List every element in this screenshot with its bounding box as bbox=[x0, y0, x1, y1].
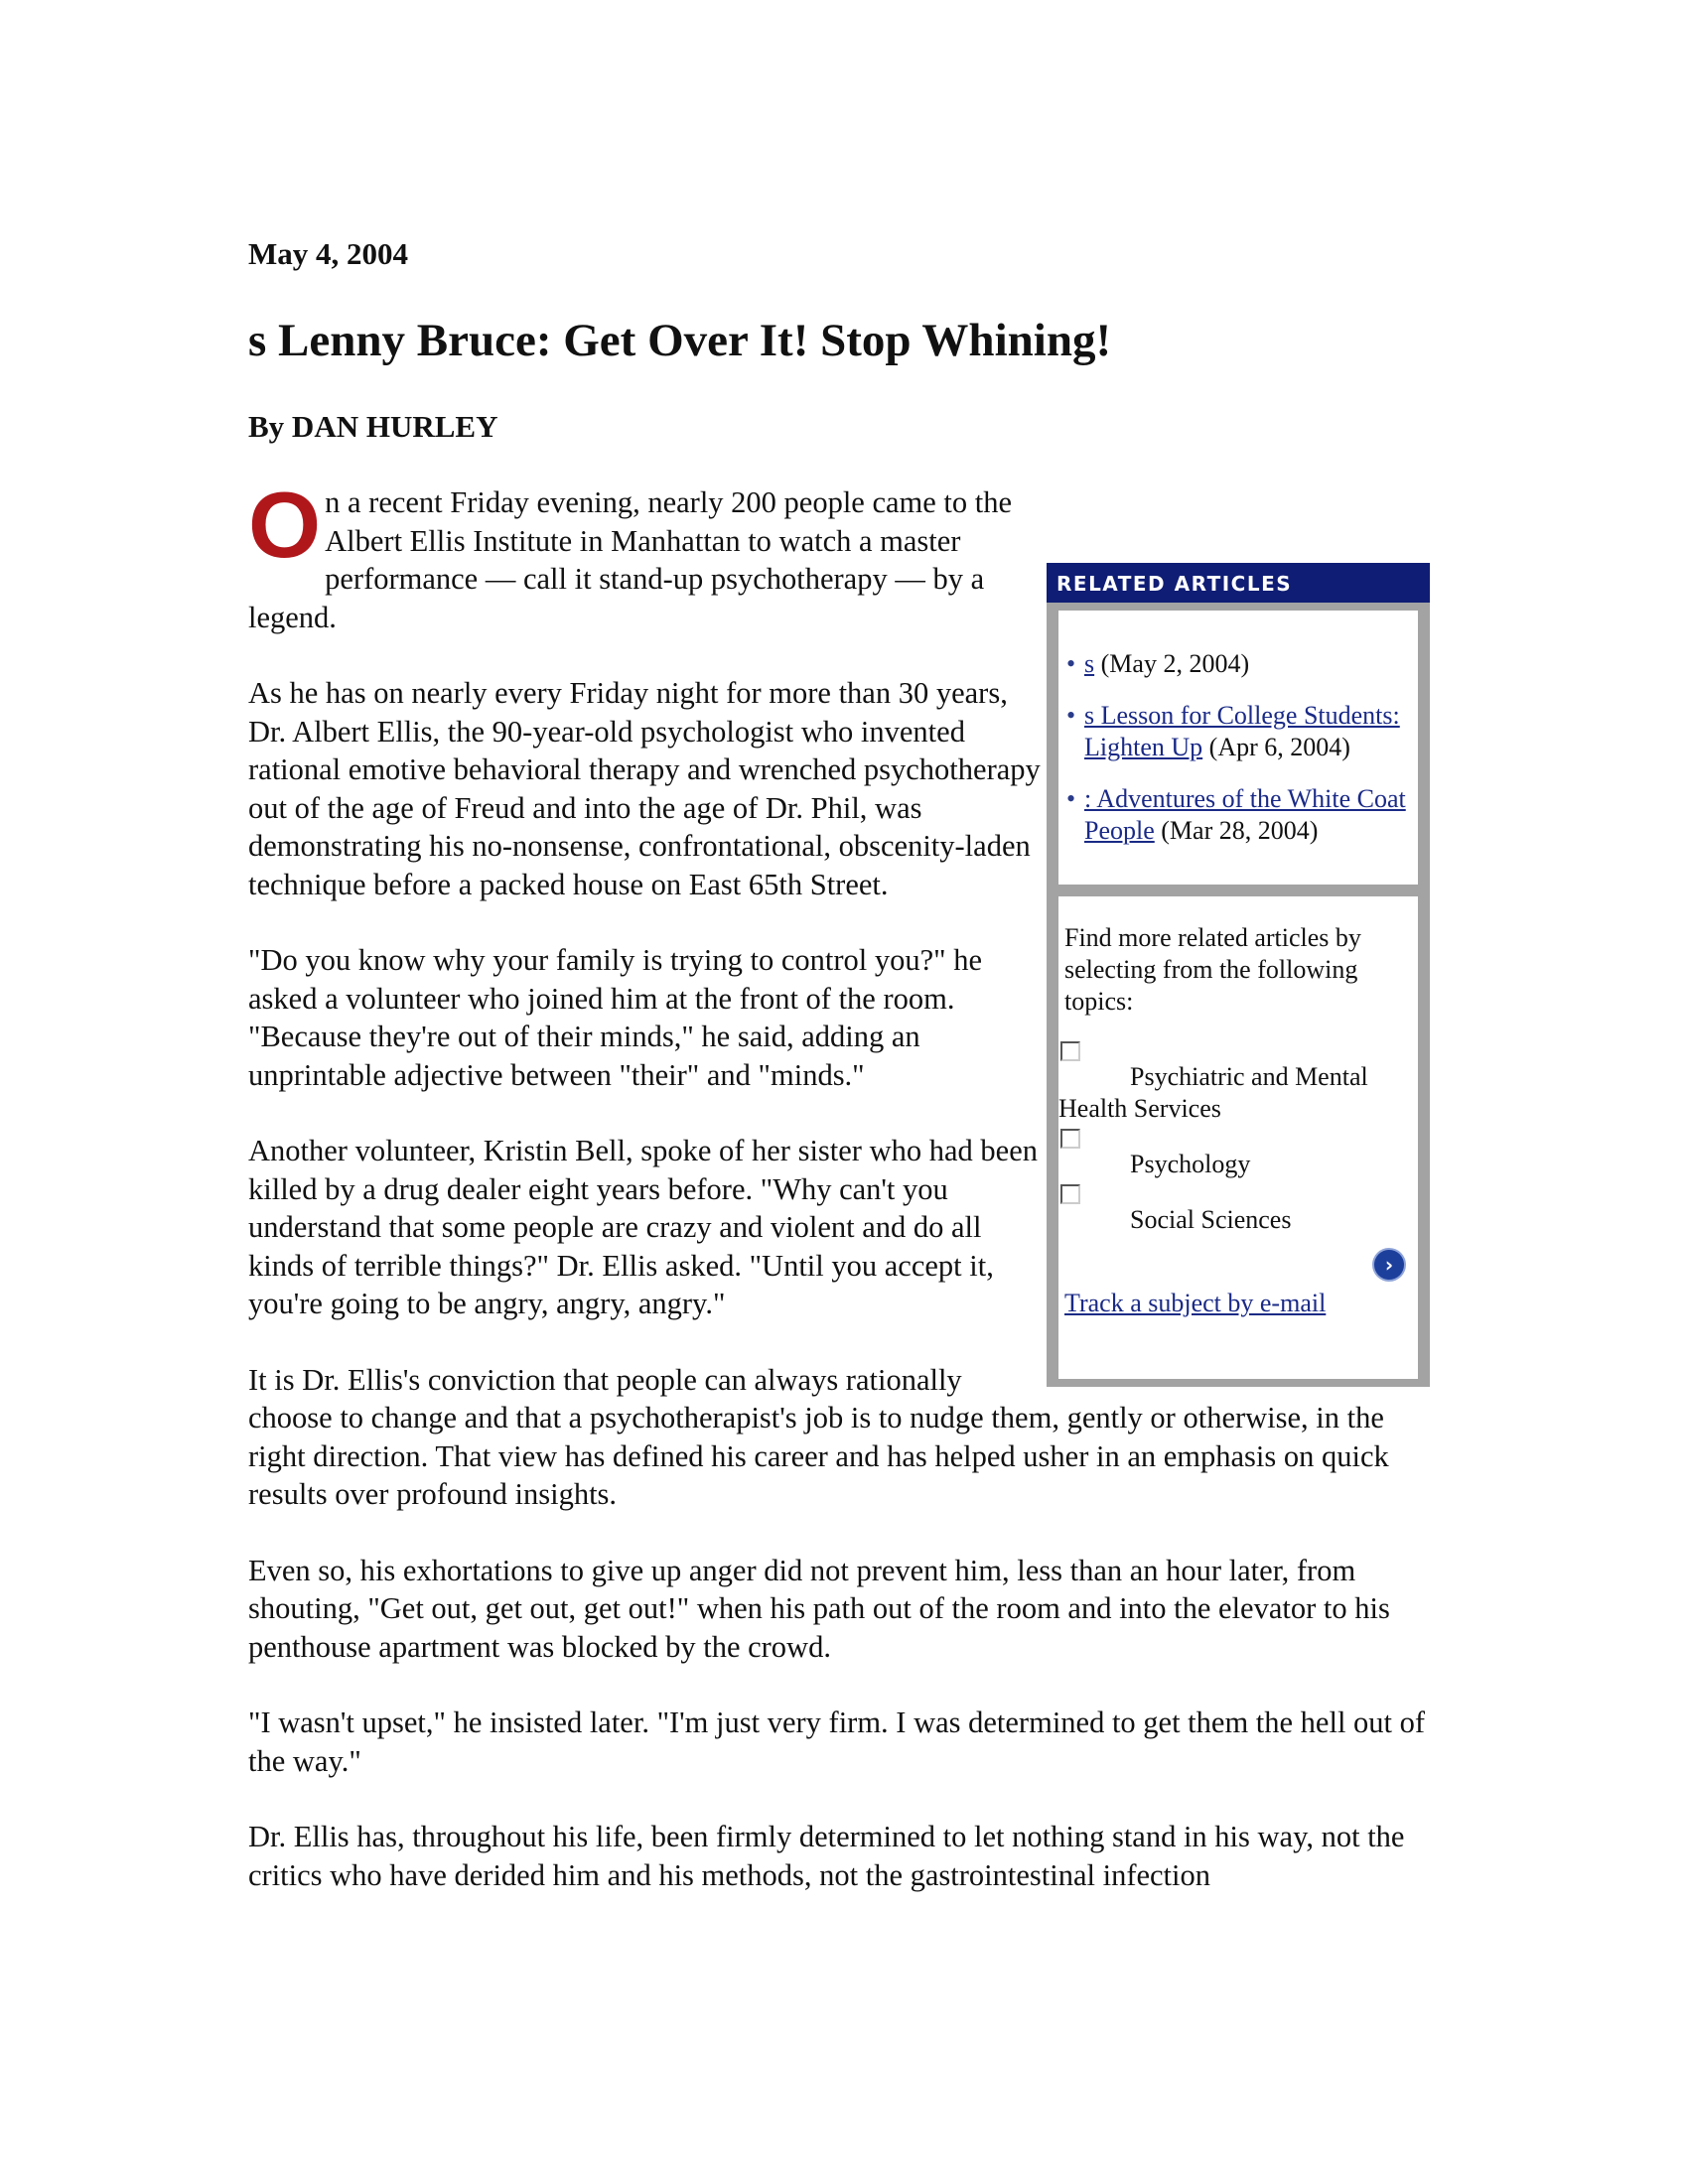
article-paragraph: Another volunteer, Kristin Bell, spoke of her sister who had been killed by a drug dealer eight years before. "Why can't you understand that some people are crazy and violent and do all kinds of terrible things?" Dr. Ellis asked. "Until you accept it, you're going to be angry, angry, angry." bbox=[248, 1134, 1038, 1320]
go-row bbox=[1058, 1248, 1410, 1284]
topics-intro: Find more related articles by selecting from the following topics: bbox=[1064, 923, 1361, 1016]
sidebar-divider bbox=[1047, 885, 1430, 896]
article-paragraph: Even so, his exhortations to give up anger did not prevent him, less than an hour later, from shouting, "Get out, get out, get out!" when his path out of the room and into the elevator to his penthouse apartment was blocked by the crowd. bbox=[248, 1553, 1390, 1664]
related-article-item bbox=[1066, 648, 1410, 680]
article-paragraph: Dr. Ellis has, throughout his life, been firmly determined to let nothing stand in his way, not the critics who have derided him and his methods, not the gastrointestinal infection bbox=[248, 1820, 1405, 1892]
track-subject-link[interactable]: Track a subject by e-mail bbox=[1064, 1289, 1327, 1317]
related-articles-sidebar bbox=[1047, 563, 1430, 1387]
headline: s Lenny Bruce: Get Over It! Stop Whining! bbox=[248, 315, 1112, 366]
related-article-link[interactable]: : Adventures of the White Coat People bbox=[1084, 784, 1406, 845]
related-article-item bbox=[1066, 783, 1410, 847]
topic-option bbox=[1058, 1135, 1410, 1180]
related-article-item bbox=[1066, 700, 1410, 763]
article-paragraph: It is Dr. Ellis's conviction that people can always rationally choose to change and that a psychotherapist's job is to nudge them, gently or otherwise, in the right direction. That view has defined his career and has helped usher in an emphasis on quick results over profound insights. bbox=[248, 1362, 1389, 1511]
article-paragraph: "Do you know why your family is trying to control you?" he asked a volunteer who joined him at the front of the room. "Because they're out of their minds," he said, adding an unprintable adjective between "their" and "minds." bbox=[248, 943, 983, 1092]
drop-cap: O bbox=[248, 473, 322, 577]
topic-checkbox-social-sciences[interactable] bbox=[1060, 1184, 1080, 1204]
topic-option bbox=[1058, 1190, 1410, 1236]
related-article-link[interactable]: s bbox=[1084, 649, 1095, 678]
article-paragraph: As he has on nearly every Friday night for more than 30 years, Dr. Albert Ellis, the 90-year-old psychologist who invented rational emotive behavioral therapy and wrenched psychotherapy out of the age of Freud and into the age of Dr. Phil, was demonstrating his no-nonsense, confrontational, obscenity-laden technique before a packed house on East 65th Street. bbox=[248, 676, 1041, 901]
article-paragraph: "I wasn't upset," he insisted later. "I'm just very firm. I was determined to get them the hell out of the way." bbox=[248, 1706, 1426, 1778]
related-articles-list bbox=[1058, 611, 1418, 885]
topic-label: Social Sciences bbox=[1130, 1205, 1292, 1234]
related-articles-header: RELATED ARTICLES bbox=[1047, 563, 1430, 603]
related-article-link[interactable]: s Lesson for College Students: Lighten Up bbox=[1084, 701, 1400, 761]
article-paragraph: On a recent Friday evening, nearly 200 people came to the Albert Ellis Institute in Manhattan to watch a master performance — call it stand-up psychotherapy — by a legend. bbox=[248, 473, 1013, 634]
bullet-icon: • bbox=[1066, 784, 1076, 813]
bullet-icon: • bbox=[1066, 701, 1076, 730]
article-body bbox=[248, 473, 1430, 1932]
chevron-right-circle-icon[interactable]: › bbox=[1374, 1250, 1404, 1280]
related-article-date: (May 2, 2004) bbox=[1094, 649, 1250, 678]
topic-option bbox=[1058, 1047, 1410, 1125]
bullet-icon: • bbox=[1066, 649, 1076, 678]
topic-label: Psychiatric and Mental Health Services bbox=[1058, 1062, 1368, 1123]
topics-panel bbox=[1058, 896, 1418, 1379]
dateline: May 4, 2004 bbox=[248, 236, 409, 271]
byline: By DAN HURLEY bbox=[248, 409, 498, 444]
topic-label: Psychology bbox=[1130, 1150, 1251, 1178]
topic-checkbox-psychiatric[interactable] bbox=[1060, 1041, 1080, 1061]
topic-checkbox-psychology[interactable] bbox=[1060, 1129, 1080, 1149]
related-article-date: (Apr 6, 2004) bbox=[1202, 733, 1350, 761]
related-article-date: (Mar 28, 2004) bbox=[1154, 816, 1319, 845]
sidebar-frame bbox=[1047, 603, 1430, 1387]
